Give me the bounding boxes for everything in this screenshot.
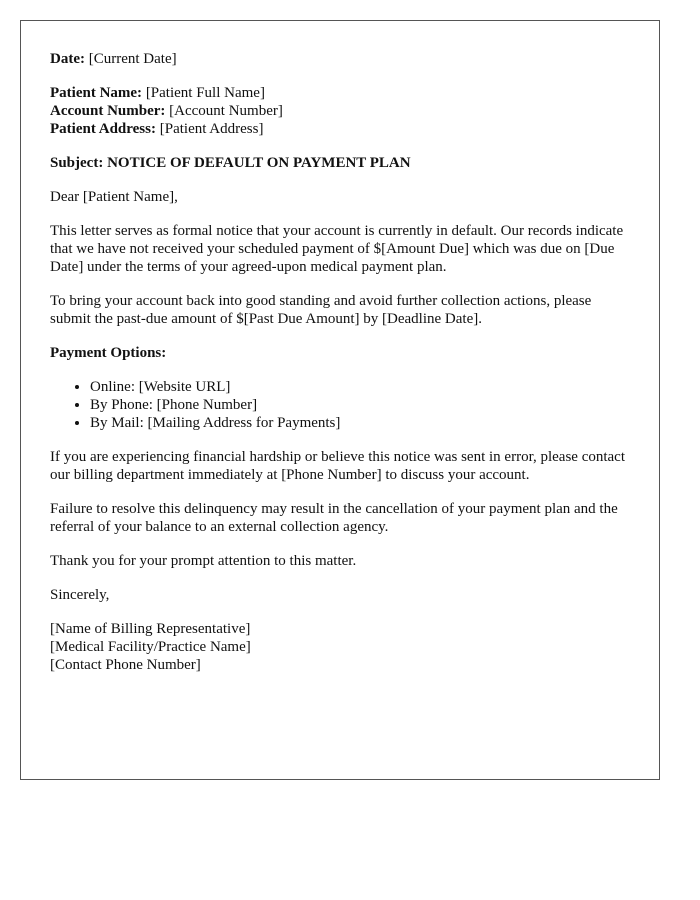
patient-address-line [50,120,630,138]
patient-name-line [50,84,630,102]
patient-info-block [50,84,630,138]
payment-option-phone: • By Phone: [Phone Number] [90,396,630,414]
representative-name: [Name of Billing Representative] [50,621,251,637]
subject-line [50,154,630,172]
signature-block [50,620,630,674]
payment-options-list [50,378,630,432]
date-value: [Current Date] [88,51,177,67]
paragraph-consequences: Failure to resolve this delinquency may result in the cancellation of your payment plan and the referral of your balance to an external collection agency. [50,501,618,535]
payment-options-heading [50,344,630,362]
patient-address-label: Patient Address: [50,121,156,137]
letter-document [20,20,660,780]
patient-name-value: [Patient Full Name] [145,85,265,101]
paragraph-past-due: To bring your account back into good standing and avoid further collection actions, please submit the past-due amount of $[Past Due Amount] by [Deadline Date]. [50,293,592,327]
patient-name-label: Patient Name: [50,85,143,101]
date-line [50,50,630,68]
subject-value: NOTICE OF DEFAULT ON PAYMENT PLAN [107,155,411,171]
contact-phone: [Contact Phone Number] [50,657,201,673]
greeting: Dear [Patient Name], [50,189,178,205]
subject-label: Subject: [50,155,104,171]
payment-option-online: • Online: [Website URL] [90,378,630,396]
patient-address-value: [Patient Address] [159,121,264,137]
payment-option-mail: • By Mail: [Mailing Address for Payments] [90,414,630,432]
paragraph-thanks: Thank you for your prompt attention to this matter. [50,553,357,569]
sign-off: Sincerely, [50,587,110,603]
payment-options-heading-text: Payment Options: [50,345,167,361]
paragraph-default-notice: This letter serves as formal notice that your account is currently in default. Our records indicate that we have not received your scheduled payment of $[Amount Due] which was due on [Due Date] under the terms of your agreed-upon medical payment plan. [50,223,624,275]
account-number-value: [Account Number] [169,103,283,119]
facility-name: [Medical Facility/Practice Name] [50,639,251,655]
account-number-line [50,102,630,120]
date-label: Date: [50,51,85,67]
account-number-label: Account Number: [50,103,166,119]
paragraph-hardship: If you are experiencing financial hardship or believe this notice was sent in error, please contact our billing department immediately at [Phone Number] to discuss your account. [50,449,626,483]
